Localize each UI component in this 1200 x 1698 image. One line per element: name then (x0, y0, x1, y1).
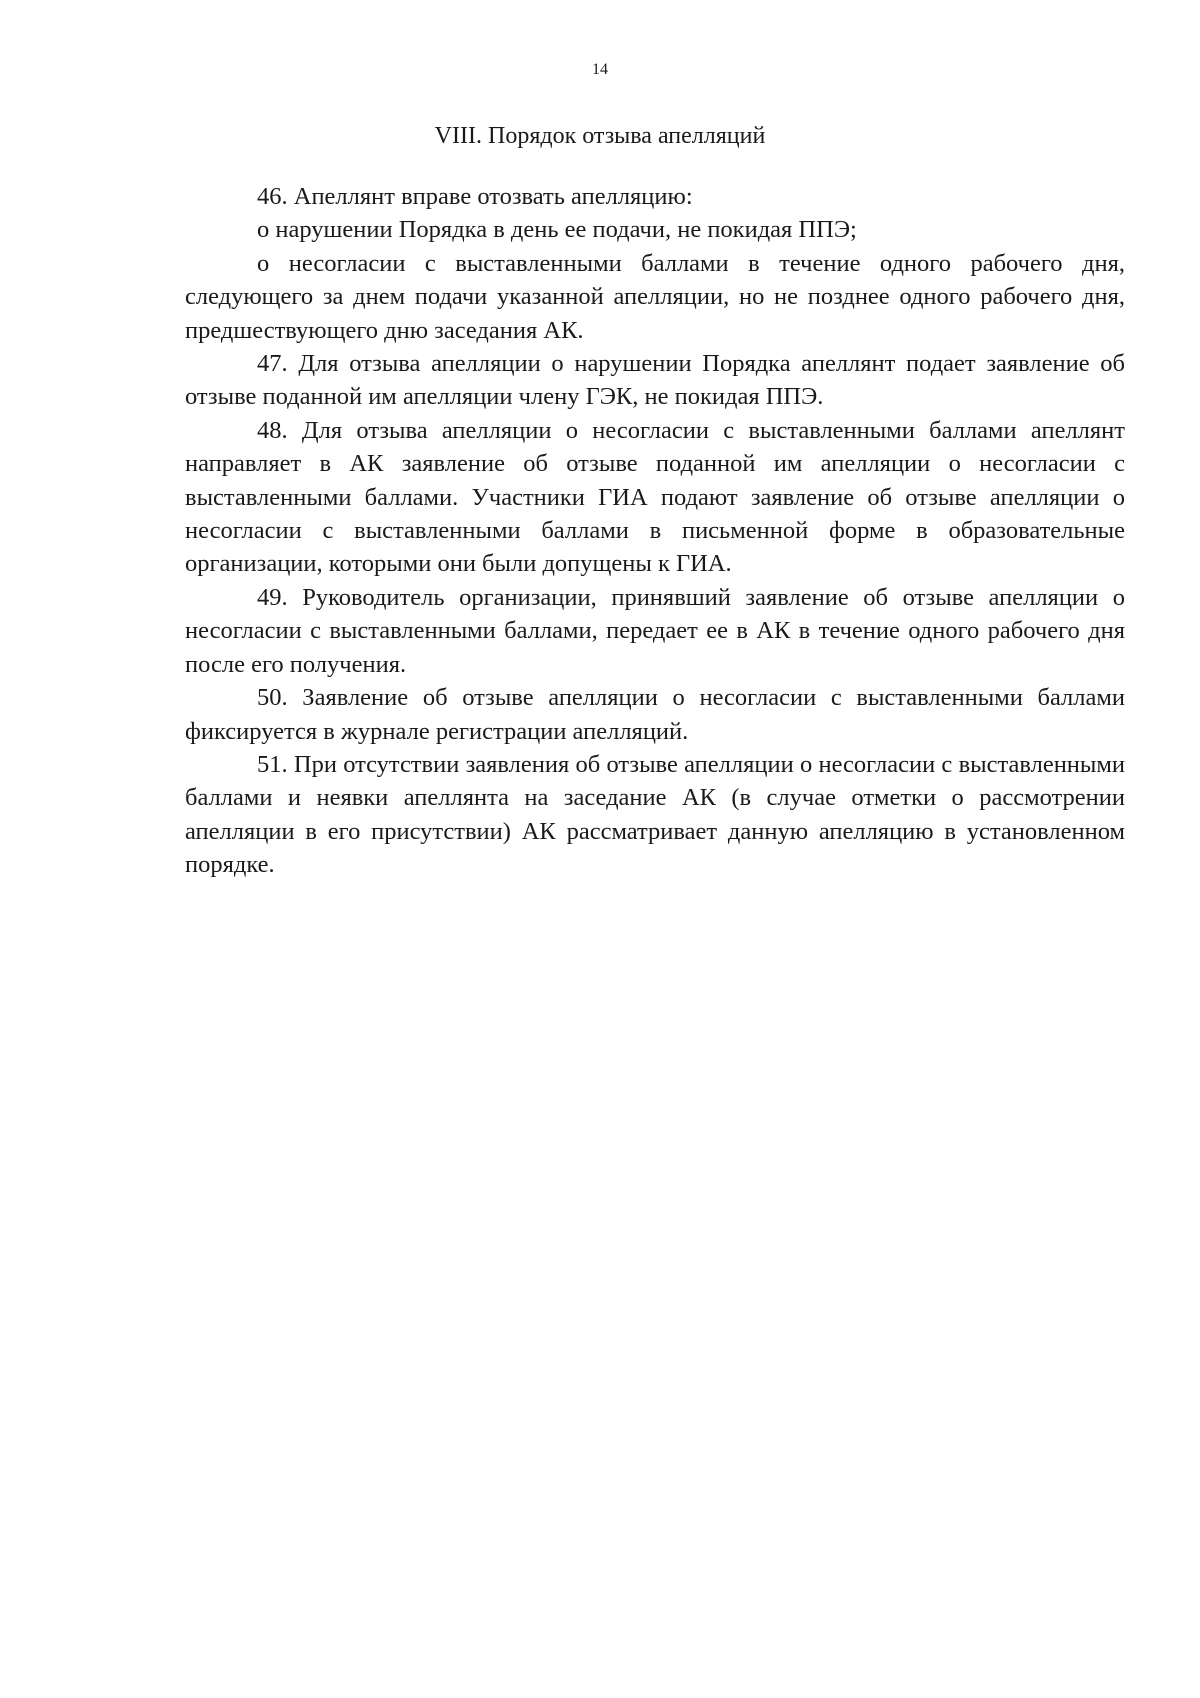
document-body (185, 180, 1125, 882)
paragraph-48: 48. Для отзыва апелляции о несогласии с выставленными баллами апеллянт направляет в АК заявление об отзыве поданной им апелляции о несогласии с выставленными баллами. Участники ГИА подают заявление об отзыве апелляции о несогласии с выставленными баллами в письменной форме в образовательные организации, которыми они были допущены к ГИА. (185, 416, 1125, 578)
paragraph-46-item-violation: о нарушении Порядка в день ее подачи, не покидая ППЭ; (257, 216, 857, 244)
page-number: 14 (592, 61, 608, 78)
paragraph-46: 46. Апеллянт вправе отозвать апелляцию: (257, 183, 693, 210)
paragraph-50: 50. Заявление об отзыве апелляции о несогласии с выставленными баллами фиксируется в журнале регистрации апелляций. (185, 684, 1125, 745)
paragraph-46-item-disagreement: о несогласии с выставленными баллами в течение одного рабочего дня, следующего за днем подачи указанной апелляции, но не позднее одного рабочего дня, предшествующего дню заседания АК. (185, 249, 1125, 344)
paragraph-51: 51. При отсутствии заявления об отзыве апелляции о несогласии с выставленными баллами и неявки апеллянта на заседание АК (в случае отметки о рассмотрении апелляции в его присутствии) АК рассматривает данную апелляцию в установленном порядке. (185, 750, 1125, 879)
paragraph-49: 49. Руководитель организации, принявший заявление об отзыве апелляции о несогласии с выставленными баллами, передает ее в АК в течение одного рабочего дня после его получения. (185, 583, 1125, 678)
section-title: VIII. Порядок отзыва апелляций (434, 123, 766, 149)
paragraph-47: 47. Для отзыва апелляции о нарушении Порядка апеллянт подает заявление об отзыве поданной им апелляции члену ГЭК, не покидая ППЭ. (185, 350, 1125, 411)
